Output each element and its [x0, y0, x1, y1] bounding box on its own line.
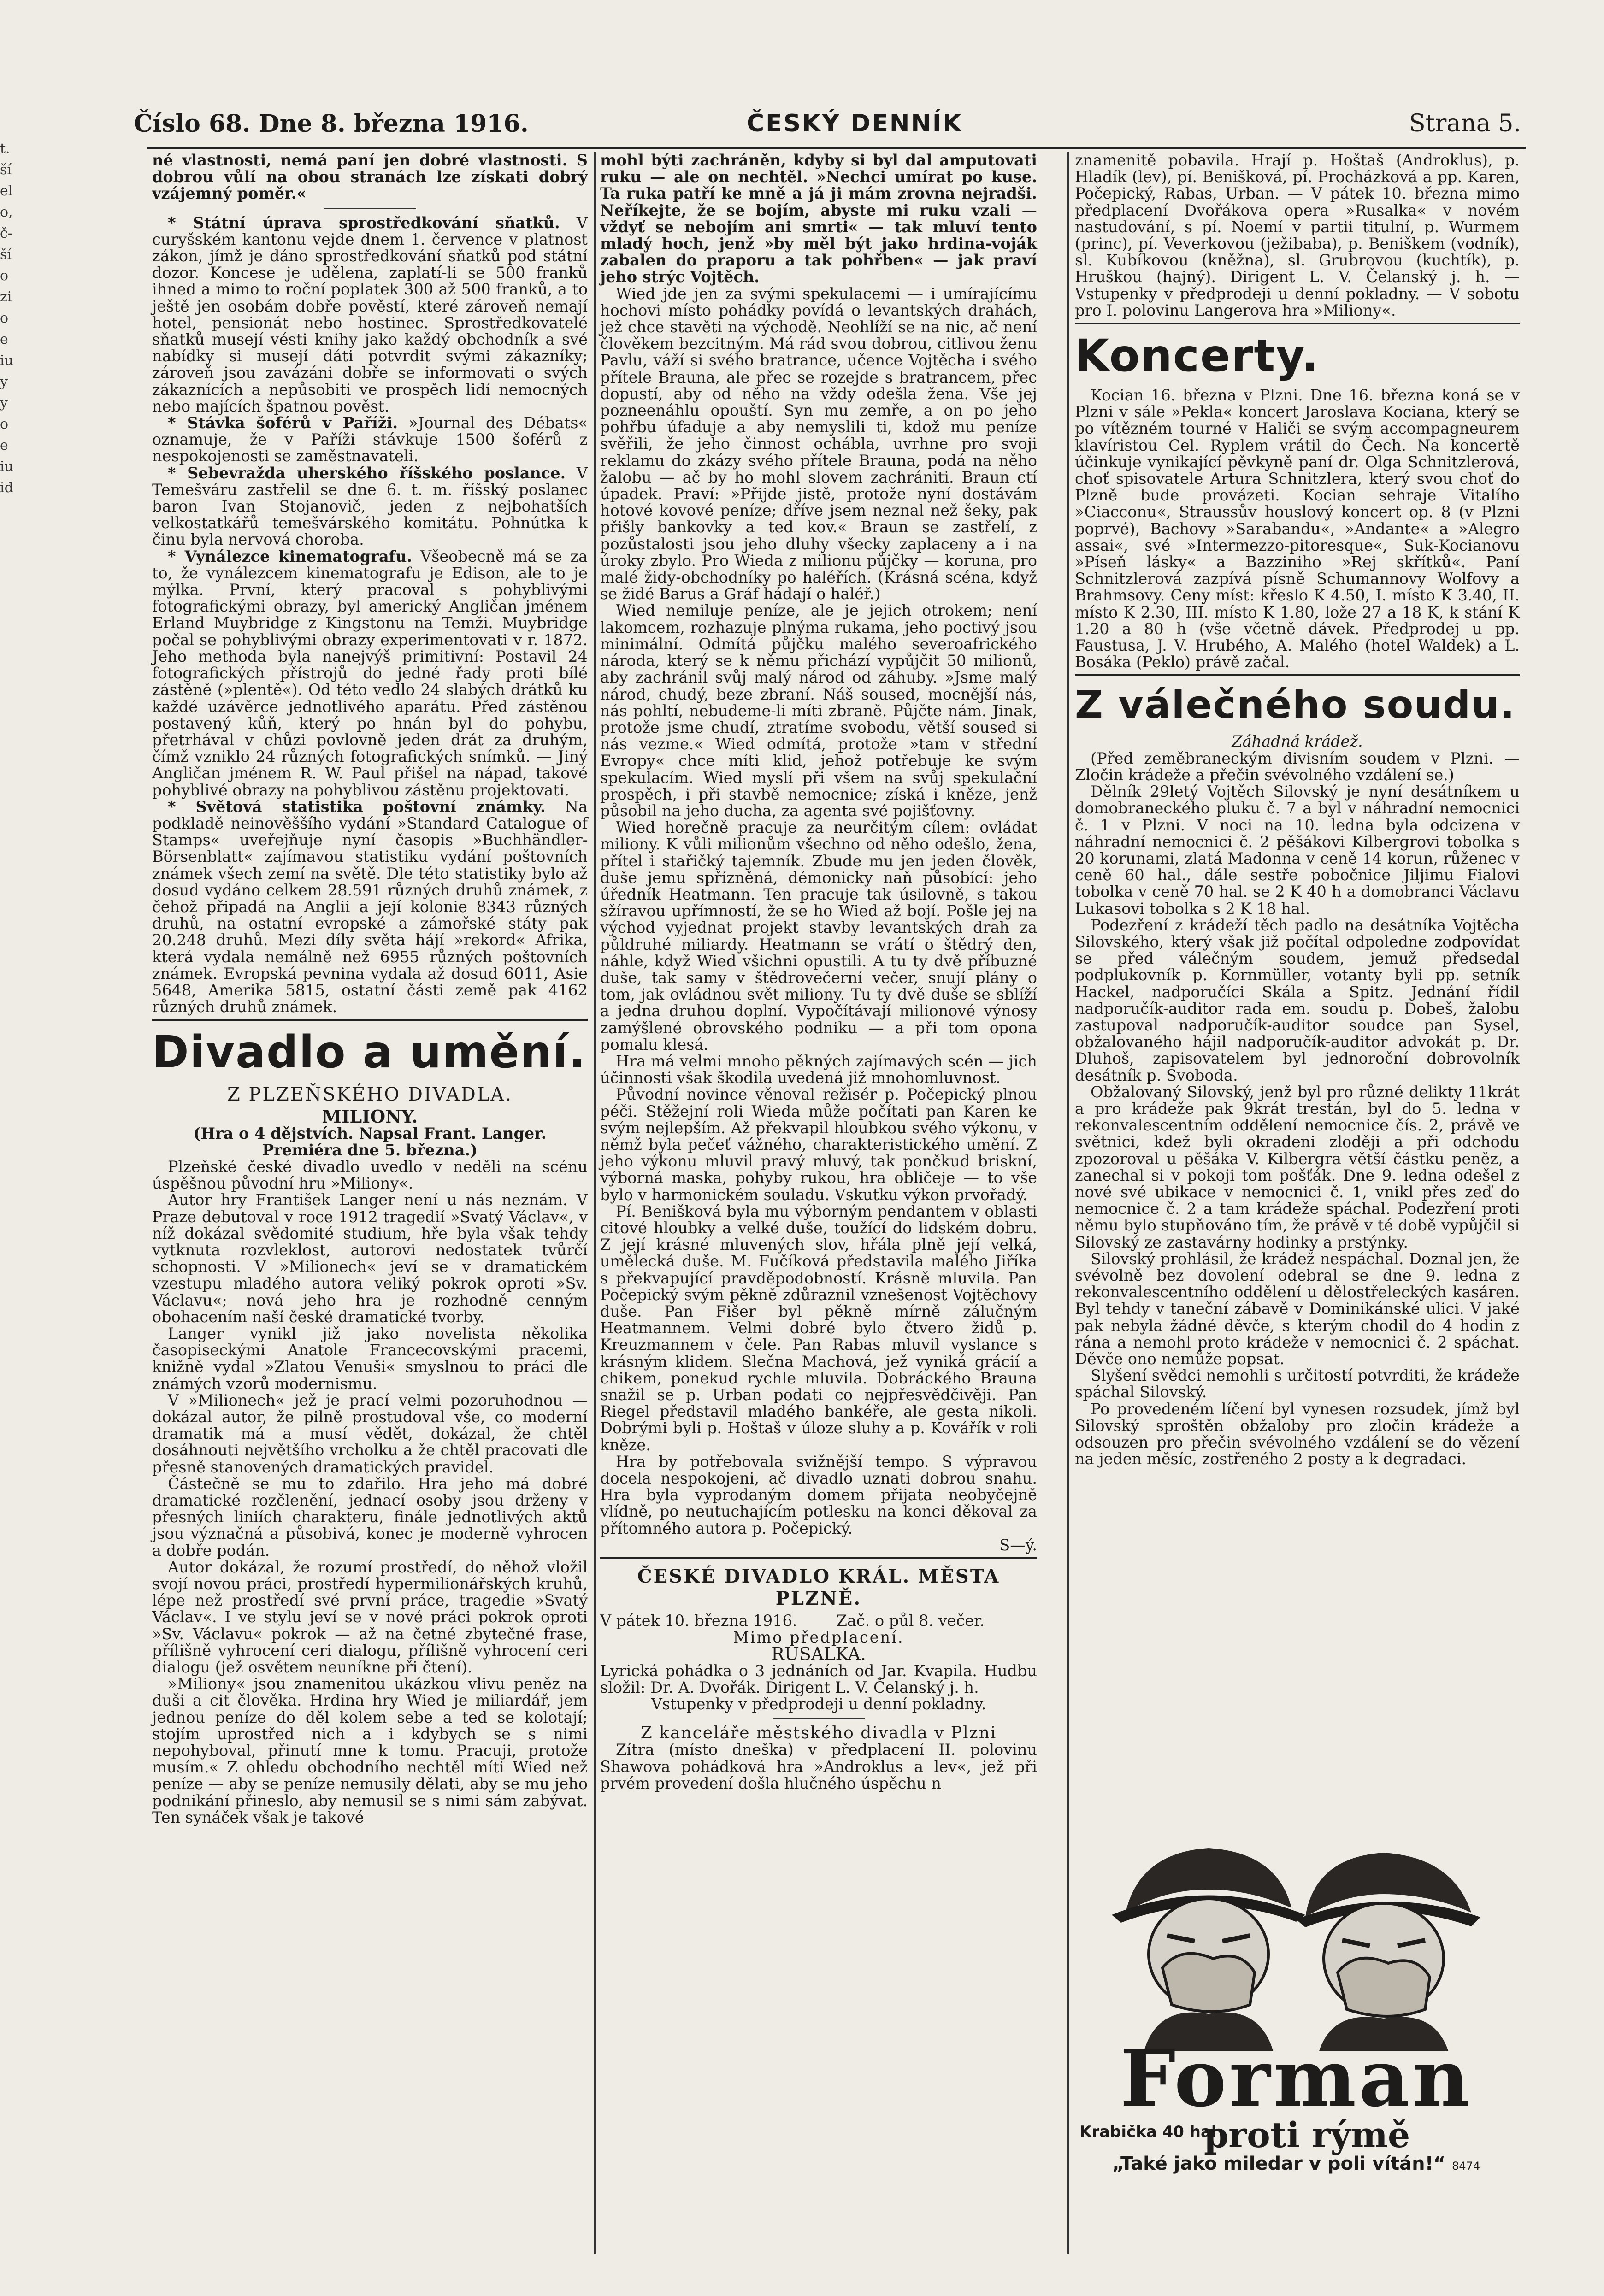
performance-datetime [600, 1613, 1037, 1629]
news-item [152, 548, 588, 799]
paragraph: znamenitě pobavila. Hrají p. Hoštaš (Androklus), p. Hladík (lev), pí. Benišková, pí. Procházková a pp. Karen, Počepický, Rabas, Urban. — V pátek 10. března mimo předplacení Dvořákova opera »Rusalka« v novém nastudování, s pí. Noemí v partii titulní, p. Wurmem (princ), pí. Veverkovou (ježibaba), p. Beniškem (vodník), sl. Kubíkovou (kněžna), sl. Grubrovou (kuchtík), p. Hruškou (hajný). Dirigent L. V. Čelanský j. h. — Vstupenky v předprodeji u denní pokladny. — V sobotu pro I. polovinu Langerova hra »Miliony«. [1075, 151, 1520, 319]
paragraph: Autor dokázal, že rozumí prostředí, do něhož vložil svojí novou práci, prostředí hypermilionářských kruhů, lépe než prostředí své první práce, tragedie »Svatý Václav«. I ve stylu jeví se v nové práci pokrok oproti »Sv. Václavu« pokrok — až na četné zbytečné frase, přílišně vyhrocení ceri dialogu, přílišně vyhrocení ceri dialogu (jež osvětem neuníkne při čtení). [152, 1558, 588, 1677]
margin-fragment: el [0, 183, 13, 199]
masthead: ČESKÝ DENNÍK [747, 110, 963, 137]
section-rule [152, 1019, 588, 1021]
paragraph: Částečně se mu to zdařilo. Hra jeho má dobré dramatické rozčlenění, jednací osoby jsou drženy v přesných liniích charakteru, finále jednotlivých aktů jsou význačná a působivá, konec je moderně vyhrocen a dobře podán. [152, 1474, 588, 1560]
news-item [152, 415, 588, 465]
performance-note: Mimo předplacení. [733, 1628, 904, 1647]
paragraph: Kocian 16. března v Plzni. Dne 16. března koná se v Plzni v sále »Pekla« koncert Jaroslava Kociana, který se po vítězném tourné v Haliči se svým accompagneurem klavíristou Cel. Ryplem vrátil do Čech. Na koncertě účinkuje vynikající pěvkyně paní dr. Olga Schnitzlerová, choť spisovatele Artura Schnitzlera, který svou choť do Plzně bude provázeti. Kocian sehraje Vitalího »Ciacconu«, Straussův houslový koncert op. 8 (v Plzni poprvé), Bachovy »Sarabandu«, »Andante« a »Alegro assai«, své »Intermezzo-pitoresque«, Suk-Kocianovu »Píseň lásky« a Bazziniho »Rej skřítků«. Paní Schnitzlerová zazpívá písně Schumannovy Wolfovy a Brahmsovy. Ceny míst: křeslo K 4.50, I. místo K 3.40, II. místo K 2.30, III. místo K 1.80, lože 27 a 18 K, k stání K 1.20 a 80 h (vše včetně dávek. Předprodej u pp. Faustusa, J. V. Hrubého, A. Malého (hotel Waldek) a L. Bosáka (Peklo) právě začal. [1075, 386, 1520, 671]
paragraph: Silovský prohlásil, že krádež nespáchal. Doznal jen, že svévolně bez dovolení odebral se dne 9. ledna z rekonvalescentního oddělení u dělostřeleckých kasáren. Byl tehdy v taneční zábavě v Dominikánské ulici. V jaké pak nebyla žádné děvče, s kterým chodil do 4 hodin z rána a nemohl proto krádeže v nemocnici č. 2 spáchat. Děvče ono nemůže popsat. [1075, 1249, 1520, 1368]
paragraph: »Miliony« jsou znamenitou ukázkou vlivu peněz na duši a cit člověka. Hrdina hry Wied je miliardář, jem jednou peníze do děl kolem sebe a ted se kolotají; stojím uprostřed nich a i kdybych se s nimi nepohyboval, přinutí mne k tomu. Pracuji, protože musím.« Z ohledu obchodního nechtěl míti Wied než peníze — aby se peníze nemusily dělati, aby se mu jeho podnikání přineslo, aby nemusil se s nimi sám zabývat. Ten synáček však je takové [152, 1675, 588, 1826]
performance-title: RUSALKA. [771, 1644, 866, 1665]
news-headline: * Vynálezce kinematografu. [168, 547, 413, 565]
review-signature: S—ý. [999, 1536, 1037, 1554]
page-header [134, 110, 1521, 147]
section-heading-theatre: Divadlo a umění. [152, 1026, 587, 1078]
performance-date: V pátek 10. března 1916. [600, 1612, 797, 1630]
margin-fragment: y [0, 374, 8, 390]
column-divider [1067, 152, 1069, 2254]
divider [324, 208, 416, 209]
forman-advertisement [1075, 1820, 1517, 2174]
paragraph: Původní novince věnoval režisér p. Počepický plnou péči. Stěžejní roli Wieda může počítati pan Karen ke svým nejlepším. Až překvapil hloubkou svého výkonu, v němž byla pečeť vážného, charakteristického umění. Z jeho výkonu mluvil pravý mluvý, tak pončkud briskní, výborná maska, pohyby rukou, hra obličeje — to vše bylo v harmonickém souladu. Vskutku výkon prvořadý. [600, 1085, 1037, 1204]
column-1 [152, 152, 588, 1826]
margin-fragment: č- [0, 225, 12, 241]
paragraph: Plzeňské české divadlo uvedlo v neděli na scénu úspěšnou původní hru »Miliony«. [152, 1157, 588, 1193]
paragraph: Pí. Benišková byla mu výborným pendantem v oblasti citové hloubky a velké duše, toužící do lidském dobru. Z její krásné mluvených slov, hřála plně její velká, umělecká duše. M. Fučíková představila malého Jiříka s překvapující pravděpodobností. Krásně mluvila. Pan Počepický svým pěkně zdůraznil vznešenost Vojtěchovy duše. Pan Fišer byl pěkně mírně zálučným Heatmannem. Velmi dobré bylo čtvero židů p. Kreuzmannem v čele. Pan Rabas mluvil vyslance s krásným klidem. Slečna Machová, jež vyniká grácií a chikem, ponekud rychle mluvila. Dobráckého Brauna snažil se p. Urban podati co nejpřesvědčivěji. Pan Riegel představil mladého bankéře, ale gesta nikoli. Dobrými byli p. Hoštaš v úloze sluhy a p. Kovářík v roli kněze. [600, 1202, 1037, 1454]
paragraph: Autor hry František Langer není u nás neznám. V Praze debutoval v roce 1912 tragedií »Svatý Václav«, v níž dokázal svědomité studium, hře byla však tehdy vytknuta rozvleklost, autorovi nedostatek tvůrčí schopnosti. V »Milionech« jeví se v dramatickém vzestupu mladého autora veliký pokrok oproti »Sv. Václavu«; nová jeho hra je rozhodně cenným obohacením naší české dramatické tvorby. [152, 1191, 588, 1326]
news-text: Na podkladě neinověššího vydání »Standard Catalogue of Stamps« uveřejňuje nyní časopis »Buchhändler-Börsenblatt« zajímavou statistiku vydání poštovních známek všech zemí na světě. Dle této statistiky bylo až dosud vydáno celkem 28.591 různých druhů známek, z čehož připadá na Anglii a její kolonie 8343 různých druhů, na ostatní evropské a zámořské státy pak 20.248 druhů. Mezi díly světa hájí »rekord« Afrika, která vydala nemálně než 6955 různých poštovních známek. Evropská pevnina vydala až dosud 6011, Asie 5648, Amerika 5815, ostatní části země pak 4162 různých druhů známek. [152, 797, 588, 1016]
section-rule [1075, 323, 1520, 324]
two-sneezing-men-illustration [1075, 1820, 1517, 2051]
news-item [152, 799, 588, 1016]
news-text: V curyšském kantonu vejde dnem 1. července v platnost zákon, jímž je dáno sprostředkování sňatků pod státní dozor. Koncese je udělena, zaplatí-li se 500 franků ihned a mimo to roční poplatek 300 až 500 franků, a to ještě jen osobám dobře pověstí, které zároveň nemají hotel, pensionát nebo hostinec. Sprostředkovatelé sňatků musejí vésti knihy jako každý obchodník a své nabídky si musejí dáti potvrdit svými zákazníky; zároveň jsou zavázáni dobře se informovati o svých zákaznících a nepůsobiti ve prospěch lidí nemocných nebo majících špatnou pověst. [152, 213, 588, 415]
ad-price: Krabička 40 hal [1079, 2123, 1217, 2141]
column-2 [600, 152, 1037, 1792]
paragraph: Hra má velmi mnoho pěkných zajímavých scén — jich účinnosti však škodila uvedená již mnohomluvnost. [600, 1052, 1037, 1087]
section-heading-concerts: Koncerty. [1075, 330, 1320, 382]
news-headline: * Státní úprava sprostředkování sňatků. [168, 213, 560, 232]
ad-code: 8474 [1452, 2160, 1480, 2172]
ad-claim [1075, 2114, 1517, 2155]
play-subtitle: (Hra o 4 dějstvích. Napsal Frant. Langer. Premiéra dne 5. března.) [193, 1124, 547, 1159]
theatre-heading: Z PLZEŇSKÉHO DIVADLA. [227, 1084, 513, 1106]
news-text: Všeobecně má se za to, že vynálezcem kinematografu je Edison, ale to je mýlka. První, který pracoval s pohyblivými fotografickými obrazy, byl americký Angličan jménem Erland Muybridge z Kingstonu na Temži. Muybridge počal se pohyblivými obrazy experimentovati v r. 1872. Jeho methoda byla nanejvýš primitivní: Postavil 24 fotografických přístrojů do jedné řady proti bílé zástěně (»plentě«). Od této vedlo 24 slabých drátků ku každé uzávěrce jednotlivého aparátu. Před zástěnou postavený kůň, který po hnán byl do pohybu, přetrhával v chůzi povlovně jeden drát za druhým, čímž vzniklo 24 různých fotografických snímků. — Jiný Angličan jménem R. W. Paul přišel na nápad, takové pohyblivé obrazy na pohyblivou zástěnu projektovati. [152, 547, 588, 799]
paragraph: (Před zeměbraneckým divisním soudem v Plzni. — Zločin krádeže a přečin svévolného vzdálení se.) [1075, 749, 1520, 784]
news-text: »Journal des Débats« oznamuje, že v Paříži stávkuje 1500 šoférů z nespokojenosti se zaměstnavateli. [152, 414, 588, 465]
issue-date: Číslo 68. Dne 8. března 1916. [134, 110, 529, 138]
paragraph: Wied nemiluje peníze, ale je jejich otrokem; není lakomcem, rozhazuje plnýma rukama, jeho poctivý jsou minimální. Odmítá půjčku malého severoafrického národa, který se k němu přichází vypůjčit 50 milionů, aby zachránil svůj malý národ od záhuby. »Jsme malý národ, chudý, beze zbraní. Náš soused, mocnější nás, nás pohltí, nebudeme-li míti zbraně. Půjčte nám. Jinak, protože jsme chudí, ztratíme svobodu, větší soused si nás vezme.« Wied odmítá, protože »tam v střední Evropy« chce míti klid, jehož potřebuje ke svým spekulacím. Wied myslí při všem na svůj spekulační prospěch, i při stavbě nemocnice; získá i kněze, jenž působil na jeho ducha, za agenta své pojišťovny. [600, 601, 1037, 820]
margin-fragment: iu [0, 353, 13, 369]
paragraph: Wied jde jen za svými spekulacemi — i umírajícímu hochovi místo pohádky povídá o levantských drahách, jež chce stavěti na východě. Neohlíží se na nic, ač není člověkem bezcitným. Má rád svou dobrou, citlivou ženu Pavlu, váží si svého bratrance, učence Vojtěcha i svého přítele Brauna, ale přec se rozejde s bratrancem, přec dopustí, aby od něho na vždy odešla žena. Vše jej pozneenáhlu opouští. Syn mu zemře, a on po jeho pohřbu úfaduje a aby nemyslili ti, kdož mu peníze svěřili, že jeho činnost ochábla, uvrhne pro svoji reklamu do zkázy svého přítele Brauna, podá na něho žalobu — ač by ho mohl slovem zachrániti. Braun ctí úpadek. Praví: »Přijde jistě, protože nyní dostávám hotové kovové peníze; dříve jsem neznal než šeky, pak přišly bankovky a ted kov.« Braun se zastřelí, z pozůstalosti jsou jeho dluhy všecky zaplaceny a i na úroky zbylo. Pro Wieda z milionu půjčky — koruna, pro malé židy-obchodníky po haléřích. (Krásná scéna, když se židé Barus a Gráf hádají o haléř.) [600, 284, 1037, 603]
page-number: Strana 5. [1409, 110, 1521, 137]
margin-fragment: o [0, 268, 9, 284]
margin-fragment: e [0, 331, 8, 347]
paragraph: Wied horečně pracuje za neurčitým cílem: ovládat miliony. K vůli milionům všechno od něho odešlo, žena, přítel i stařičký tajemník. Zbude mu jen jeden člověk, duše jemu spřízněná, démonicky naň působící: jeho úředník Heatmann. Ten pracuje tak úsilovně, s takou sžíravou upřímností, že se ho Wied až bojí. Pošle jej na východ vyjednat projekt stavby levantských drah za půldruhé miliardy. Heatmann se vrátí o štědrý den, náhle, když Wied všichni opustili. A tu ty dvě příbuzné duše, tak samy v štědrovečerní večer, snují plány o tom, jak ovládnou svět miliony. Tu ty dvě duše se sblíží a jedna druhou doplní. Vypočítávají milionové výnosy zamýšlené obrovského podniku — a při tom opona pomalu klesá. [600, 818, 1037, 1054]
margin-fragment: y [0, 395, 8, 411]
office-heading: Z kanceláře městského divadla v Plzni [640, 1724, 997, 1743]
court-subheading: Záhadná krádež. [1232, 732, 1363, 751]
performance-description: Lyrická pohádka o 3 jednáních od Jar. Kvapila. Hudbu složil: Dr. A. Dvořák. Dirigent L. V. Čelanský j. h. [600, 1661, 1037, 1696]
section-rule [600, 1557, 1037, 1559]
header-rule [147, 147, 1526, 149]
paragraph: né vlastnosti, nemá paní jen dobré vlastnosti. S dobrou vůlí na obou stranách lze získati dobrý vzájemný poměr.« [152, 151, 588, 203]
news-headline: * Stávka šoférů v Paříži. [168, 414, 398, 432]
paragraph: mohl býti zachráněn, kdyby si byl dal amputovati ruku — ale on nechtěl. »Nechci umírat po kuse. Ta ruka patří ke mně a já ji mám zrovna nejradši. Neříkejte, že se bojím, abyste mi ruku vzali — vždyť se nebojím ani smrti« — tak mluví tento mladý hoch, jenž »by měl být jako hrdina-voják zabalen do praporu a tak pohřben« — jak praví jeho strýc Vojtěch. [600, 151, 1037, 286]
paragraph: Dělník 29letý Vojtěch Silovský je nyní desátníkem u domobraneckého pluku č. 7 a byl v náhradní nemocnici č. 1 v Plzni. V noci na 10. ledna byla odcizena v náhradní nemocnici č. 2 pěšákovi Kilbergrovi tobolka s 20 korunami, zlatá Madonna v ceně 14 korun, růženec v ceně 60 hal., dále sestře pobočnice Jiljimu Fialovi tobolka v ceně 70 hal. se 2 K 40 h a domobranci Václavu Lukasovi tobolka s 2 K 18 hal. [1075, 783, 1520, 918]
divider [773, 1718, 865, 1719]
section-heading-court: Z válečného soudu. [1075, 682, 1516, 728]
margin-fragment: ší [0, 247, 12, 263]
performance-time: Zač. o půl 8. večer. [836, 1612, 985, 1630]
news-headline: * Sebevražda uherského říšského poslance. [168, 464, 566, 482]
ad-slogan [1075, 2153, 1517, 2173]
margin-fragment: iu [0, 459, 13, 475]
paragraph: Obžalovaný Silovský, jenž byl pro různé delikty 11krát a pro krádeže pak 9krát trestán, byl do 5. ledna v rekonvalescentním oddělení nemocnice čís. 2, právě ve světnici, kdež byli okradeni zloději a při odchodu zpozoroval u pěšáka V. Kilbergra větší částku peněz, a zanechal si v pokoji tom pošťák. Dne 9. ledna odešel z nové své ubikace v nemocnici č. 1, vnikl přes zeď do nemocnice č. 2 a tam krádeže spáchal. Podezření proti němu bylo stupňováno tím, že právě v té době vypůjčil si Silovský ze zastavárny hodinky a prstýnky. [1075, 1083, 1520, 1251]
paragraph: Slyšení svědci nemohli s určitostí potvrditi, že krádeže spáchal Silovský. [1075, 1366, 1520, 1401]
paragraph: Podezření z krádeží těch padlo na desátníka Vojtěcha Silovského, který však již počítal odpoledne zodpovídat se před válečným soudem, jemuž předsedal podplukovník p. Kornmüller, votanty byli pp. setník Hackel, nadporučíci Skála a Spitz. Jednání řídil nadporučík-auditor rada em. soudu p. Dobeš, žalobu zastupoval nadporučík-auditor soudce pan Sysel, obžalovaného hájil nadporučík-auditor advokát p. Dr. Dluhoš, zapisovatelem byl jednoroční dobrovolník desátník p. Svoboda. [1075, 916, 1520, 1084]
margin-fragment: e [0, 437, 8, 453]
margin-fragment: t. [0, 141, 10, 157]
left-margin-fragments [0, 138, 18, 2074]
play-title: MILIONY. [322, 1106, 418, 1127]
ad-slogan-text: „Také jako miledar v poli vítán!“ [1112, 2153, 1446, 2174]
margin-fragment: o, [0, 204, 13, 220]
ad-claim-text: proti rýmě [1204, 2114, 1410, 2155]
paragraph: Langer vynikl již jako novelista několika časopiseckými Anatole Francecovskými pracemi, knižně vydal »Zlatou Venuši« smyslnou to práci dle známých vzorů modernismu. [152, 1325, 588, 1393]
news-text: V Temešváru zastřelil se dne 6. t. m. říšský poslanec baron Ivan Stojanovič, jeden z nejbohatších velkostatkářů temešvárského komitátu. Pohnútka k činu byla nervová choroba. [152, 464, 588, 549]
theatre-announcement-heading: ČESKÉ DIVADLO KRÁL. MĚSTA PLZNĚ. [637, 1566, 1000, 1610]
paragraph: Zítra (místo dneška) v předplacení II. polovinu Shawova pohádková hra »Androklus a lev«, jež při prvém provedení došla hlučného úspěchu n [600, 1741, 1037, 1792]
section-rule [1075, 674, 1520, 676]
news-headline: * Světová statistika poštovní známky. [168, 797, 546, 816]
news-item [152, 465, 588, 548]
news-item [152, 215, 588, 415]
margin-fragment: zi [0, 289, 12, 305]
column-divider [594, 152, 596, 2254]
margin-fragment: ší [0, 162, 12, 178]
margin-fragment: o [0, 310, 9, 326]
ad-brand-name: Forman [1120, 2032, 1472, 2125]
margin-fragment: id [0, 480, 13, 496]
paragraph: V »Milionech« jež je prací velmi pozoruhodnou — dokázal autor, že pilně prostudoval vše, co moderní dramatik má a musí vědět, dokázal, že chtěl dosáhnouti největšího vrcholku a že chtěl pracovati dle přesně stanovených dramatických pravidel. [152, 1391, 588, 1476]
paragraph: Hra by potřebovala svižnější tempo. S výpravou docela nespokojeni, ač divadlo uznati dobrou snahu. Hra byla vyprodaným domem přijata neobyčejně vlídně, po neutuchajícím potlesku na konci děkoval za přítomného autora p. Počepický. [600, 1452, 1037, 1537]
margin-fragment: o [0, 416, 9, 432]
performance-tickets: Vstupenky v předprodeji u denní pokladny. [651, 1695, 986, 1713]
column-3 [1075, 152, 1520, 1467]
paragraph: Po provedeném líčení byl vynesen rozsudek, jímž byl Silovský sproštěn obžaloby pro zločin krádeže a odsouzen pro přečin svévolného vzdálení se do vězení na jeden měsíc, zostřeného 2 posty a k degradaci. [1075, 1400, 1520, 1468]
